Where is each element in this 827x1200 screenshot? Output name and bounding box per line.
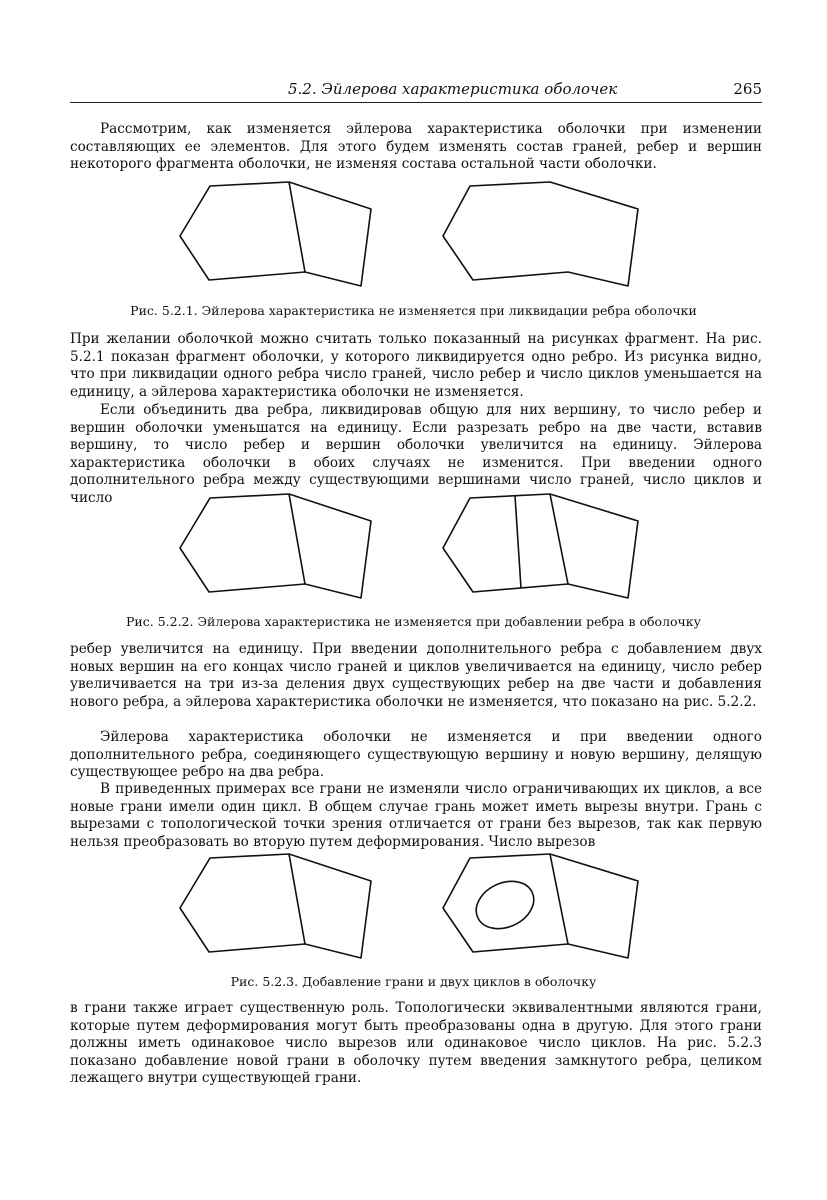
paragraph-add-edge: ребер увеличится на единицу. При введении дополнительного ребра с добавлением двух новых вершин на его концах число граней и циклов увеличивается на единицу, число ребер увеличивается на три из-за деления двух существующих ребер на две части и добавления нового ребра, а эйлерова характеристика оболочки не изменяется, что показано на рис. 5.2.2. xyxy=(70,641,762,710)
figure-5-2-3-caption: Рис. 5.2.3. Добавление грани и двух циклов в оболочку xyxy=(230,974,597,989)
figure-5-2-2-drawing xyxy=(0,490,827,600)
existing-edge xyxy=(550,494,568,584)
page-number: 265 xyxy=(733,80,762,98)
paragraph-merge-edges: Если объединить два ребра, ликвидировав общую для них вершину, то число ребер и вершин оболочки уменьшатся на единицу. Если разрезать ребро на две части, вставив вершину, то число ребер и вершин оболочки увеличится на единицу. Эйлерова характеристика оболочки в обоих случаях не изменится. При введении одного дополнительного ребра между существующими вершинами число граней, число циклов и число xyxy=(70,402,762,506)
shell-fragment-outline xyxy=(180,854,371,958)
fragment-before xyxy=(180,182,371,286)
fragment-after xyxy=(443,494,638,598)
figure-5-2-1 xyxy=(0,178,827,288)
figure-5-2-1-caption: Рис. 5.2.1. Эйлерова характеристика не изменяется при ликвидации ребра оболочки xyxy=(130,303,697,318)
existing-edge xyxy=(289,494,305,584)
section-title: 5.2. Эйлерова характеристика оболочек xyxy=(288,80,618,98)
fragment-before xyxy=(180,494,371,598)
figure-5-2-1-drawing xyxy=(0,178,827,288)
paragraph-intro: Рассмотрим, как изменяется эйлерова характеристика оболочки при изменении составляющих ее элементов. Для этого будем изменять состав граней, ребер и вершин некоторого фрагмента оболочки, не изменяя состава остальной части оболочки. xyxy=(70,121,762,173)
shell-fragment-outline xyxy=(443,854,638,958)
paragraph-equivalence: в грани также играет существенную роль. Топологически эквивалентными являются грани, которые путем деформирования могут быть преобразованы одна в другую. Для этого грани должны иметь одинаковое число вырезов или одинаковое число циклов. На рис. 5.2.3 показано добавление новой грани в оболочку путем введения замкнутого ребра, целиком лежащего внутри существующей грани. xyxy=(70,1000,762,1087)
fragment-after xyxy=(443,854,638,958)
running-header xyxy=(70,80,762,103)
existing-edge xyxy=(289,854,305,944)
fragment-before xyxy=(180,854,371,958)
existing-edge xyxy=(550,854,568,944)
removed-edge xyxy=(289,182,305,272)
shell-fragment-outline xyxy=(180,182,371,286)
paragraph-holes: В приведенных примерах все грани не изменяли число ограничивающих их циклов, а все новые грани имели один цикл. В общем случае грань может иметь вырезы внутри. Грань с вырезами с топологической точки зрения отличается от грани без вырезов, так как первую нельзя преобразовать во вторую путем деформирования. Число вырезов xyxy=(70,781,762,850)
shell-fragment-outline xyxy=(443,494,638,598)
fragment-after xyxy=(443,182,638,286)
added-edge xyxy=(515,496,521,588)
closed-edge-loop xyxy=(469,872,542,937)
merged-face-outline xyxy=(443,182,638,286)
figure-5-2-3 xyxy=(0,850,827,960)
figure-5-2-2-caption: Рис. 5.2.2. Эйлерова характеристика не изменяется при добавлении ребра в оболочку xyxy=(126,614,701,629)
paragraph-split-edge: Эйлерова характеристика оболочки не изменяется и при введении одного дополнительного ребра, соединяющего существующую вершину и новую вершину, делящую существующее ребро на два ребра. xyxy=(70,729,762,781)
figure-5-2-3-drawing xyxy=(0,850,827,960)
figure-5-2-2 xyxy=(0,490,827,600)
shell-fragment-outline xyxy=(180,494,371,598)
paragraph-fragment: При желании оболочкой можно считать только показанный на рисунках фрагмент. На рис. 5.2.1 показан фрагмент оболочки, у которого ликвидируется одно ребро. Из рисунка видно, что при ликвидации одного ребра число граней, число ребер и число циклов уменьшается на единицу, а эйлерова характеристика оболочки не изменяется. xyxy=(70,331,762,400)
